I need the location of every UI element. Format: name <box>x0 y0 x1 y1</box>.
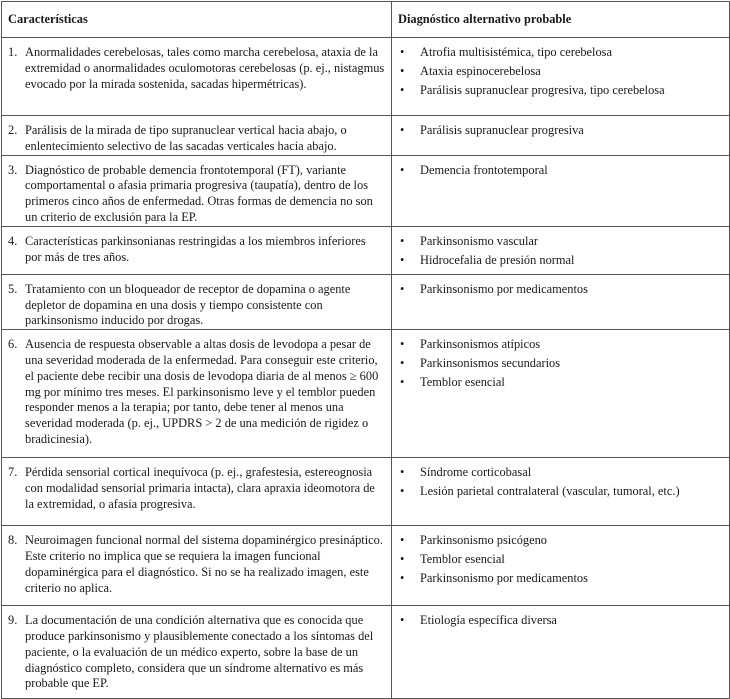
table-row <box>2 226 730 274</box>
criterion-cell <box>2 155 392 226</box>
diagnosis-label: Parkinsonismo por medicamentos <box>420 570 588 585</box>
diagnosis-cell <box>392 458 730 526</box>
table-row <box>2 155 730 226</box>
bullet-icon: • <box>400 337 405 352</box>
criterion-number: 2. <box>8 123 18 137</box>
table-row <box>2 606 730 699</box>
criterion-text: Anormalidades cerebelosas, tales como marcha cerebelosa, ataxia de la extremidad o anormalidades oculomotoras cerebelosas (p. ej., nistagmus evocado por la mirada sostenida, sacadas hipermétricas). <box>25 45 385 91</box>
header-characteristics: Características <box>2 2 392 38</box>
criterion-cell <box>2 116 392 156</box>
diagnosis-cell <box>392 330 730 458</box>
criterion-text: Características parkinsonianas restringidas a los miembros inferiores por más de tres años. <box>25 233 366 264</box>
criterion-number: 3. <box>8 162 18 177</box>
bullet-icon: • <box>400 82 405 97</box>
diagnosis-list <box>398 282 723 298</box>
diagnosis-cell <box>392 226 730 274</box>
diagnosis-label: Demencia frontotemporal <box>420 162 548 177</box>
criterion-number: 1. <box>8 45 18 59</box>
diagnosis-item <box>398 282 723 298</box>
diagnosis-item <box>398 123 723 139</box>
diagnosis-label: Hidrocefalia de presión normal <box>420 252 575 267</box>
criterion-text: Parálisis de la mirada de tipo supranuclear vertical hacia abajo, o enlentecimiento selectivo de las sacadas verticales hacia abajo. <box>25 123 347 153</box>
criterion-text: Ausencia de respuesta observable a altas dosis de levodopa a pesar de una severidad moderada de la enfermedad. Para conseguir este criterio, el paciente debe recibir una dosis de levodopa diaria de al menos ≥ 600 mg por mínimo tres meses. El parkinsonismo leve y el temblor pueden responder menos a la terapia; por tanto, debe tener al menos una severidad moderada (p. ej., UPDRS > 2 de una medición de rigidez o bradicinesia). <box>25 337 379 446</box>
diagnosis-cell <box>392 116 730 156</box>
criterion-number: 8. <box>8 533 18 548</box>
diagnosis-label: Parkinsonismo vascular <box>420 233 539 248</box>
diagnosis-label: Parkinsonismos secundarios <box>420 355 561 370</box>
table-row <box>2 526 730 606</box>
diagnosis-cell <box>392 526 730 606</box>
bullet-icon: • <box>400 483 405 498</box>
diagnosis-item <box>398 571 723 587</box>
diagnosis-list <box>398 465 723 500</box>
criterion-cell <box>2 38 392 116</box>
diagnosis-label: Ataxia espinocerebelosa <box>420 63 541 78</box>
diagnosis-label: Etiología específica diversa <box>420 613 557 628</box>
criterion-cell <box>2 274 392 329</box>
bullet-icon: • <box>400 281 405 296</box>
bullet-icon: • <box>400 355 405 370</box>
bullet-icon: • <box>400 465 405 480</box>
criterion-text: La documentación de una condición alternativa que es conocida que produce parkinsonismo y plausiblemente conectado a los síntomas del paciente, o la evaluación de un médico experto, sobre la base de un diagnóstico completo, considera que un síndrome alternativo es más probable que EP. <box>25 613 374 691</box>
bullet-icon: • <box>400 374 405 389</box>
diagnosis-label: Parkinsonismo psicógeno <box>420 533 547 548</box>
criterion-cell <box>2 458 392 526</box>
bullet-icon: • <box>400 613 405 628</box>
diagnosis-label: Temblor esencial <box>420 374 505 389</box>
bullet-icon: • <box>400 533 405 548</box>
criterion-text: Tratamiento con un bloqueador de receptor de dopamina o agente depletor de dopamina en una dosis y tiempo consistente con parkinsonismo inducido por drogas. <box>25 281 351 328</box>
diagnosis-item <box>398 375 723 391</box>
bullet-icon: • <box>400 63 405 78</box>
diagnosis-item <box>398 337 723 353</box>
diagnosis-item <box>398 552 723 568</box>
criterion-number: 6. <box>8 337 18 352</box>
criterion-cell <box>2 606 392 699</box>
bullet-icon: • <box>400 551 405 566</box>
table-row <box>2 330 730 458</box>
diagnosis-cell <box>392 274 730 329</box>
criterion-cell <box>2 526 392 606</box>
diagnosis-item <box>398 45 723 61</box>
diagnosis-label: Parálisis supranuclear progresiva <box>420 123 584 137</box>
table-row <box>2 274 730 329</box>
diagnosis-label: Parálisis supranuclear progresiva, tipo cerebelosa <box>420 82 665 97</box>
diagnosis-item <box>398 253 723 269</box>
criterion-cell <box>2 330 392 458</box>
diagnosis-cell <box>392 38 730 116</box>
criterion-cell <box>2 226 392 274</box>
diagnosis-list <box>398 123 723 139</box>
diagnosis-item <box>398 356 723 372</box>
diagnosis-cell <box>392 606 730 699</box>
diagnosis-item <box>398 465 723 481</box>
bullet-icon: • <box>400 45 405 59</box>
diagnosis-list <box>398 163 723 179</box>
table-row <box>2 458 730 526</box>
diagnosis-item <box>398 64 723 80</box>
diagnosis-label: Parkinsonismo por medicamentos <box>420 281 588 296</box>
diagnosis-label: Atrofia multisistémica, tipo cerebelosa <box>420 45 612 59</box>
criterion-text: Pérdida sensorial cortical inequívoca (p. ej., grafestesia, estereognosia con modalidad sensorial primaria intacta), clara apraxia ideomotora de la extremidad, o afasia progresiva. <box>25 465 375 511</box>
diagnosis-list <box>398 613 723 629</box>
diagnosis-label: Parkinsonismos atípicos <box>420 337 541 352</box>
criterion-text: Diagnóstico de probable demencia frontotemporal (FT), variante comportamental o afasia primaria progresiva (taupatía), dentro de los primeros cinco años de enfermedad. Otras formas de demencia no son un criterio de exclusión para la EP. <box>25 162 373 224</box>
bullet-icon: • <box>400 570 405 585</box>
table-row <box>2 116 730 156</box>
diagnosis-item <box>398 533 723 549</box>
bullet-icon: • <box>400 233 405 248</box>
header-row <box>2 2 730 38</box>
criterion-number: 4. <box>8 233 18 248</box>
diagnosis-label: Lesión parietal contralateral (vascular, tumoral, etc.) <box>420 483 680 498</box>
diagnosis-label: Síndrome corticobasal <box>420 465 532 480</box>
diagnosis-list <box>398 234 723 269</box>
diagnosis-item <box>398 83 723 99</box>
diagnosis-item <box>398 234 723 250</box>
criterion-number: 5. <box>8 281 18 296</box>
diagnosis-label: Temblor esencial <box>420 551 505 566</box>
table-row <box>2 38 730 116</box>
diagnosis-list <box>398 533 723 586</box>
diagnosis-item <box>398 613 723 629</box>
diagnosis-list <box>398 337 723 390</box>
criterion-number: 9. <box>8 613 18 628</box>
header-alternative-diagnosis: Diagnóstico alternativo probable <box>392 2 730 38</box>
diagnosis-list <box>398 45 723 98</box>
diagnosis-item <box>398 484 723 500</box>
diagnosis-cell <box>392 155 730 226</box>
bullet-icon: • <box>400 123 405 137</box>
criterion-text: Neuroimagen funcional normal del sistema dopaminérgico presináptico. Este criterio no implica que se requiera la imagen funcional dopaminérgica para el diagnóstico. Si no se ha realizado imagen, este criterio no aplica. <box>25 533 383 595</box>
bullet-icon: • <box>400 162 405 177</box>
exclusion-criteria-table <box>1 1 730 699</box>
bullet-icon: • <box>400 252 405 267</box>
diagnosis-item <box>398 163 723 179</box>
criterion-number: 7. <box>8 465 18 480</box>
